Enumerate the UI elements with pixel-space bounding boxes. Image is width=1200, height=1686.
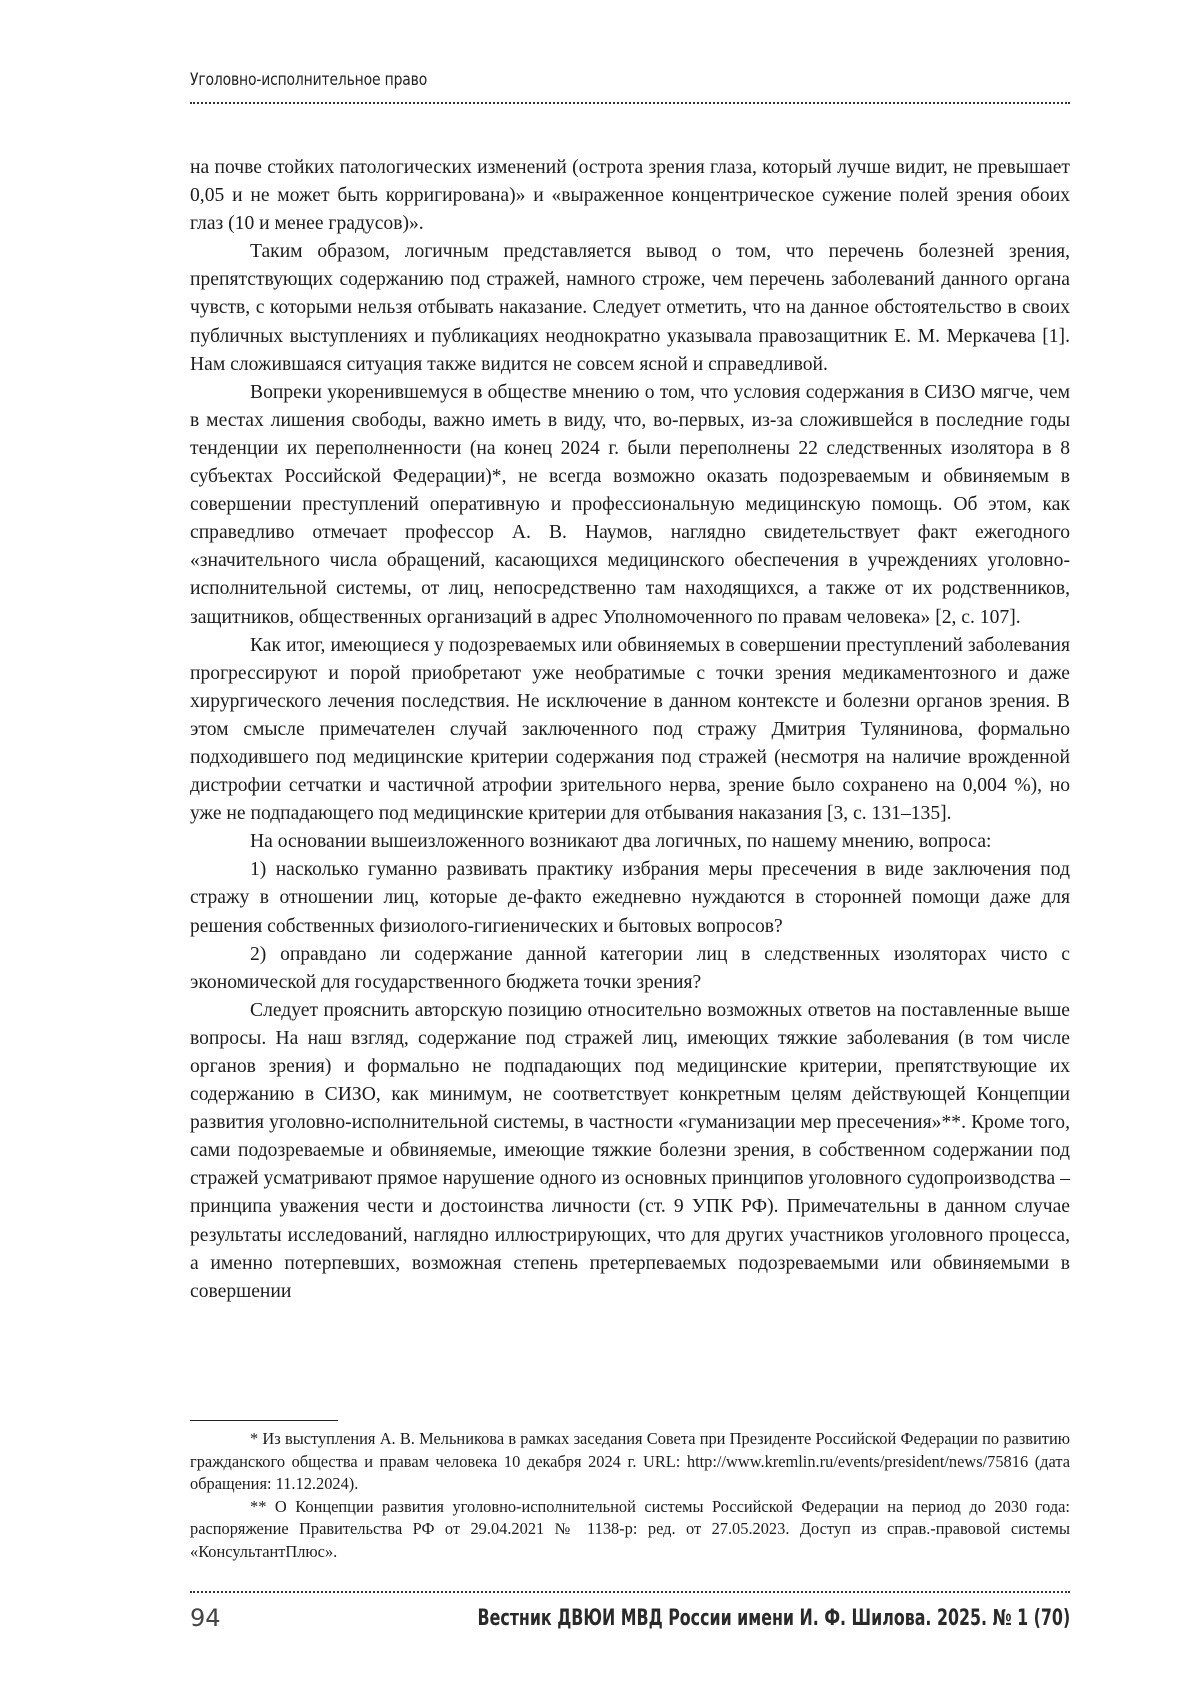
footnote: * Из выступления А. В. Мельникова в рамках заседания Совета при Президенте Российской Федерации по развитию гражданского общества и правам человека 10 декабря 2024 г. URL: http://www.kremlin.ru/events/president/news/75816 (дата обращения: 11.12.2024). (190, 1429, 1070, 1493)
page-number: 94 (190, 1604, 221, 1632)
footnote-separator (190, 1420, 338, 1421)
list-item: 1) насколько гуманно развивать практику избрания меры пресечения в виде заключения под стражу в отношении лиц, которые де-факто ежедневно нуждаются в сторонней помощи даже для решения собственных физиолого-гигиенических и бытовых вопросов? (190, 859, 1070, 937)
paragraph: на почве стойких патологических изменений (острота зрения глаза, который лучше видит, не превышает 0,05 и не может быть корригирована)» и «выраженное концентрическое сужение полей зрения обоих глаз (10 и менее градусов)». (190, 157, 1070, 235)
list-item: 2) оправдано ли содержание данной категории лиц в следственных изоляторах чисто с экономической для государственного бюджета точки зрения? (190, 943, 1070, 993)
journal-title: Вестник ДВЮИ МВД России имени И. Ф. Шилова. 2025. № 1 (70) (477, 1606, 1070, 1631)
paragraph: Таким образом, логичным представляется вывод о том, что перечень болезней зрения, препятствующих содержанию под стражей, намного строже, чем перечень заболеваний данного органа чувств, с которыми нельзя отбывать наказание. Следует отметить, что на данное обстоятельство в своих публичных выступлениях и публикациях неоднократно указывала правозащитник Е. М. Меркачева [1]. Нам сложившаяся ситуация также видится не совсем ясной и справедливой. (190, 241, 1070, 375)
running-title: Уголовно-исполнительное право (190, 70, 428, 90)
paragraph: Следует прояснить авторскую позицию относительно возможных ответов на поставленные выше вопросы. На наш взгляд, содержание под стражей лиц, имеющих тяжкие заболевания (в том числе органов зрения) и формально не подпадающих под медицинские критерии, препятствующие их содержанию в СИЗО, как минимум, не соответствует конкретным целям действующей Концепции развития уголовно-исполнительной системы, в частности «гуманизации мер пресечения»**. Кроме того, сами подозреваемые и обвиняемые, имеющие тяжкие болезни зрения, в собственном содержании под стражей усматривают прямое нарушение одного из основных принципов уголовного судопроизводства – принципа уважения чести и достоинства личности (ст. 9 УПК РФ). Примечательны в данном случае результаты исследований, наглядно иллюстрирующих, что для других участников уголовного процесса, а именно потерпевших, возможная степень претерпеваемых подозреваемыми или обвиняемыми в совершении (190, 999, 1070, 1302)
footer-dotted-rule (190, 1591, 1070, 1593)
footnotes (190, 1428, 1070, 1563)
paragraph: Как итог, имеющиеся у подозреваемых или обвиняемых в совершении преступлений заболевания прогрессируют и порой приобретают уже необратимые с точки зрения медикаментозного и даже хирургического лечения последствия. Не исключение в данном контексте и болезни органов зрения. В этом смысле примечателен случай заключенного под стражу Дмитрия Тулянинова, формально подходившего под медицинские критерии содержания под стражей (несмотря на наличие врожденной дистрофии сетчатки и частичной атрофии зрительного нерва, зрение было сохранено на 0,004 %), но уже не подпадающего под медицинские критерии для отбывания наказания [3, с. 131–135]. (190, 634, 1070, 825)
paragraph: Вопреки укоренившемуся в обществе мнению о том, что условия содержания в СИЗО мягче, чем в местах лишения свободы, важно иметь в виду, что, во-первых, из-за сложившейся в последние годы тенденции их переполненности (на конец 2024 г. были переполнены 22 следственных изолятора в 8 субъектах Российской Федерации)*, не всегда возможно оказать подозреваемым и обвиняемым в совершении преступлений оперативную и профессиональную медицинскую помощь. Об этом, как справедливо отмечает профессор А. В. Наумов, наглядно свидетельствует факт ежегодного «значительного числа обращений, касающихся медицинского обеспечения в учреждениях уголовно-исполнительной системы, от лиц, непосредственно там находящихся, а также от их родственников, защитников, общественных организаций в адрес Уполномоченного по правам человека» [2, с. 107]. (190, 381, 1070, 628)
main-text (190, 154, 1070, 1306)
paragraph: На основании вышеизложенного возникают два логичных, по нашему мнению, вопроса: (250, 831, 992, 853)
header-dotted-rule (190, 102, 1070, 104)
footnote: ** О Концепции развития уголовно-исполнительной системы Российской Федерации на период до 2030 года: распоряжение Правительства РФ от 29.04.2021 № 1138-р: ред. от 27.05.2023. Доступ из справ.-правовой системы «КонсультантПлюс». (190, 1496, 1070, 1561)
